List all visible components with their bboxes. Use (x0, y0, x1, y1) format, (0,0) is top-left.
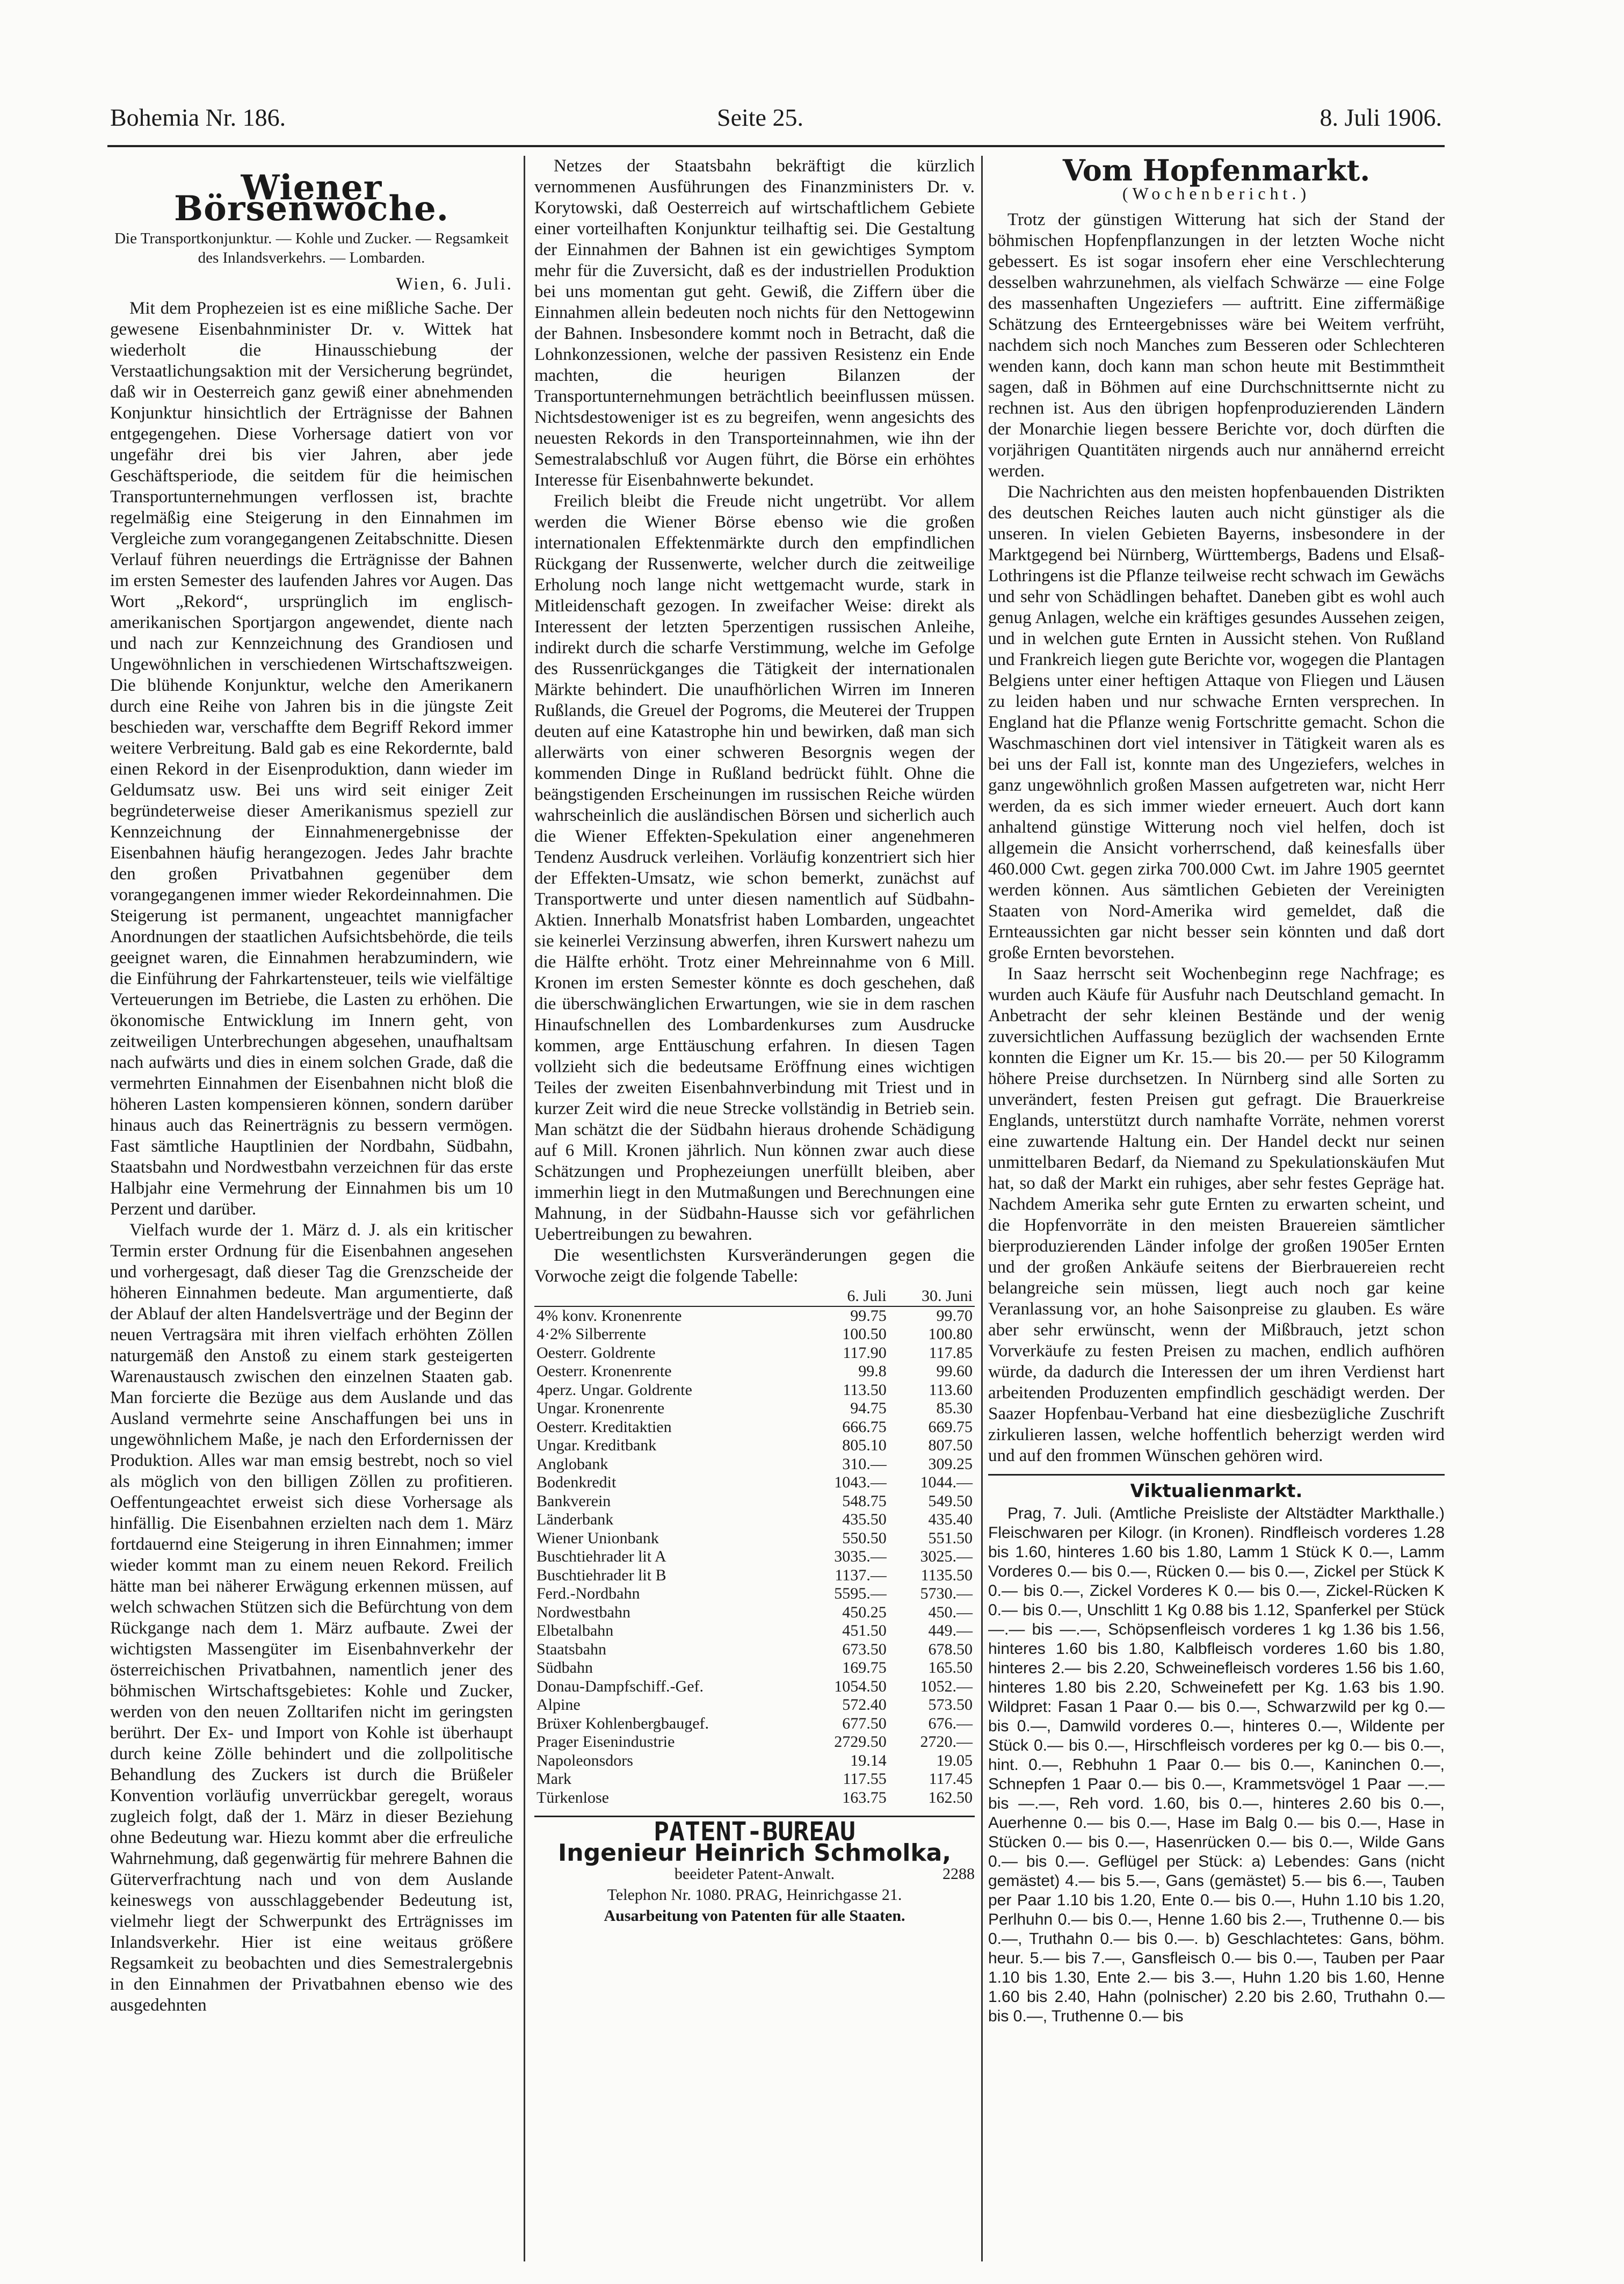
price-value: 1135.50 (920, 1566, 973, 1584)
price-value: 451.50 (842, 1622, 887, 1639)
price-value: 99.70 (936, 1306, 973, 1325)
article-paragraph: In Saaz herrscht seit Wochenbeginn rege Nachfrage; es wurden auch Käufe für Ausfuhr nach Deutschland gemacht. In Anbetracht der sehr kleinen Bestände und der wenig zuversichtlichen Auffassung bezüglich der wachsenden Ernte konnten die Eigner um Kr. 15.— bis 20.— per 50 Kilogramm höhere Preise durchsetzen. In Nürnberg sind alle Sorten zu unverändert, festen Preisen gut gefragt. Die Brauerkreise Englands, unterstützt durch namhafte Vorräte, nehmen vorerst eine zuwartende Haltung ein. Der Handel deckt nur seinen unmittelbaren Bedarf, da Niemand zu Spekulationskäufen Mut hat, so daß der Markt ein ruhiges, aber sehr festes Gepräge hat. Nachdem Amerika sehr gute Ernten zu erwarten scheint, und die Hopfenvorräte in den meisten Brauereien sämtlicher bierproduzierenden Länder infolge der großen 1905er Ernten und der großen Ankäufe seitens der Bierbrauereien recht belangreiche sein müssen, liegt auch noch gar keine Veranlassung vor, an hohe Saisonpreise zu glauben. Es wäre aber sehr erwünscht, wenn der Mißbrauch, jetzt schon Vorverkäufe zu festen Preisen zu machen, endlich aufhören würde, da dadurch die Interessen der um ihren Verdienst hart arbeitenden Produzenten empfindlich geschädigt werden. Der Saazer Hopfenbau-Verband hat eine diesbezügliche Zuschrift zirkulieren lassen, welche hoffentlich beherzigt werden wird und auf den frommen Wünschen gehören wird. (988, 964, 1445, 1465)
table-row (534, 1696, 975, 1715)
price-value: 1052.— (920, 1677, 973, 1695)
price-value: 310.— (842, 1455, 887, 1473)
price-value: 117.90 (843, 1343, 887, 1362)
price-value: 450.25 (842, 1603, 887, 1621)
price-value: 1054.50 (834, 1677, 887, 1695)
price-value: 99.75 (850, 1306, 887, 1325)
column-divider-2 (981, 156, 983, 2261)
price-value: 100.80 (928, 1325, 973, 1343)
price-value: 673.50 (842, 1640, 887, 1658)
table-row (534, 1306, 975, 1326)
security-name: Buschtiehrader lit B (536, 1566, 666, 1584)
ad-line: beeideter Patent-Anwalt. (674, 1865, 835, 1883)
price-value: 5730.— (920, 1585, 973, 1602)
price-value: 100.50 (842, 1325, 887, 1343)
price-value: 678.50 (928, 1640, 973, 1658)
security-name: Staatsbahn (536, 1640, 606, 1658)
price-value: 1044.— (920, 1473, 973, 1491)
table-row (534, 1492, 975, 1511)
price-value: 3035.— (834, 1548, 887, 1565)
table-row (534, 1325, 975, 1344)
ad-name: Ingenieur Heinrich Schmolka, (557, 1839, 952, 1867)
security-name: Alpine (536, 1696, 581, 1714)
section-subtitle: (Wochenbericht.) (1122, 184, 1311, 203)
section-rule (988, 1474, 1445, 1476)
price-value: 99.8 (858, 1362, 887, 1380)
article-paragraph: Die Nachrichten aus den meisten hopfenbauenden Distrikten des deutschen Reiches lauten auch nicht günstiger als die unseren. In vielen Gebieten Bayerns, insbesondere in der Marktgegend bei Nürnberg, Württembergs, Badens und Elsaß-Lothringens ist die Pflanze teilweise recht schwach im Gewächs und sehr von Schädlingen behaftet. Daneben gibt es wohl auch genug Anlagen, welche ein kräftiges gesundes Aussehen zeigen, und in welchen gute Ernten in Aussicht stehen. Von Rußland und Frankreich liegen gute Berichte vor, wogegen die Plantagen Belgiens unter einer heftigen Attaque von Fliegen und Läusen zu leiden haben und nur schwache Ernten versprechen. In England hat die Pflanze wenig Fortschritte gemacht. Schon die Waschmaschinen dort viel intensiver in Tätigkeit waren als es bei uns der Fall ist, konnte man des Ungeziefers, welches in ganz ungewöhnlich großen Massen aufgetreten war, nicht Herr werden, da es sich immer wieder erneuert. Auch dort kann anhaltend günstige Witterung noch viel helfen, doch ist allgemein die Ansicht vorherrschend, daß keinesfalls über 460.000 Cwt. gegen zirka 700.000 Cwt. im Jahre 1905 geerntet werden können. Aus sämtlichen Gebieten der Vereinigten Staaten von Nord-Amerika wird gemeldet, daß die Ernteaussichten gar nicht besser sein könnten und daß dort große Ernten bevorstehen. (988, 482, 1445, 963)
article-paragraph: Netzes der Staatsbahn bekräftigt die kürzlich vernommenen Ausführungen des Finanzministers Dr. v. Korytowski, daß Oesterreich auf wirtschaftlichem Gebiete einer vorteilhaften Konjunktur teilhaftig sei. Die Gestaltung der Einnahmen der Bahnen ist ein gewichtiges Symptom mehr für die Zuversicht, daß es der industriellen Produktion bei uns momentan gut geht. Gewiß, die Ziffern über die Einnahmen allein bedeuten noch nichts für den Nettogewinn der Bahnen. Insbesondere kommt noch in Betracht, daß die Lohnkonzessionen, welche der passiven Resistenz ein Ende machten, die heurigen Bilanzen der Transportunternehmungen beträchtlich beeinflussen müssen. Nichtsdestoweniger ist es zu begreifen, wenn angesichts des neuesten Rekords in den Transporteinnahmen, wie ihn der Semestralabschluß vor Augen führt, die Börse ein erhöhtes Interesse für Eisenbahnwerte bekundet. (534, 156, 975, 490)
security-name: Länderbank (536, 1510, 614, 1528)
security-name: Oesterr. Goldrente (536, 1343, 656, 1362)
security-name: Oesterr. Kronenrente (536, 1362, 672, 1380)
security-name: Mark (536, 1770, 571, 1788)
ad-tagline: Ausarbeitung von Patenten für alle Staaten. (604, 1907, 905, 1925)
table-row (534, 1622, 975, 1640)
column-divider-1 (524, 156, 525, 2261)
table-row (534, 1603, 975, 1622)
price-value: 677.50 (842, 1714, 887, 1732)
price-value: 99.60 (936, 1362, 973, 1380)
newspaper-issue: Bohemia Nr. 186. (110, 104, 286, 131)
price-value: 1137.— (835, 1566, 887, 1584)
table-row (534, 1566, 975, 1585)
article-paragraph: Trotz der günstigen Witterung hat sich der Stand der böhmischen Hopfenpflanzungen in der letzten Woche nicht gebessert. Es ist sogar insofern eher eine Verschlechterung desselben wahrzunehmen, als vielfach Schwärze — eine Folge des massenhaften Ungeziefers — auftritt. Eine ziffermäßige Schätzung des Ernteergebnisses wäre bei Weitem verfrüht, nachdem sich noch Manches zum Besseren oder Schlechteren wenden kann, doch kann man schon heute mit Bestimmtheit sagen, daß in Böhmen auf eine Durchschnittsernte nicht zu rechnen ist. Aus den übrigen hopfenproduzierenden Ländern der Monarchie liegen bessere Berichte vor, doch dürften die vorjährigen Quantitäten nirgends auch nur annähernd erreicht werden. (988, 210, 1445, 481)
price-value: 19.14 (850, 1751, 887, 1769)
price-value: 94.75 (850, 1399, 887, 1417)
page-header (110, 103, 1442, 141)
security-name: Türkenlose (536, 1788, 609, 1806)
security-name: 4% konv. Kronenrente (536, 1306, 682, 1325)
security-name: Nordwestbahn (536, 1603, 630, 1621)
table-row (534, 1752, 975, 1770)
table-row (534, 1770, 975, 1789)
table-row (534, 1510, 975, 1529)
table-row (534, 1733, 975, 1752)
table-header: 30. Juni (889, 1287, 975, 1306)
table-row (534, 1529, 975, 1548)
security-name: Buschtiehrader lit A (536, 1548, 666, 1565)
price-value: 3025.— (920, 1548, 973, 1565)
price-value: 163.75 (842, 1788, 887, 1806)
table-row (534, 1344, 975, 1363)
price-value: 550.50 (842, 1529, 887, 1547)
article-kicker: Die Transportkonjunktur. — Kohle und Zucker. — Regsamkeit des Inlandsverkehrs. — Lombarden. (114, 230, 509, 266)
market-title: Viktualienmarkt. (1130, 1480, 1303, 1502)
price-value: 572.40 (842, 1696, 887, 1714)
price-value: 2720.— (920, 1733, 973, 1751)
security-name: Elbetalbahn (536, 1622, 614, 1639)
security-name: Donau-Dampfschiff.-Gef. (536, 1677, 704, 1695)
price-value: 113.50 (843, 1380, 887, 1399)
price-value: 435.50 (842, 1510, 887, 1528)
security-name: Oesterr. Kreditaktien (536, 1418, 672, 1436)
price-value: 807.50 (928, 1436, 973, 1454)
security-name: Ferd.-Nordbahn (536, 1585, 640, 1602)
price-value: 666.75 (842, 1418, 887, 1436)
security-name: Anglobank (536, 1455, 608, 1473)
price-value: 548.75 (842, 1492, 887, 1510)
table-row (534, 1473, 975, 1492)
page-number: Seite 25. (717, 104, 803, 131)
price-value: 85.30 (936, 1399, 973, 1417)
price-value: 117.45 (929, 1770, 973, 1788)
price-value: 169.75 (842, 1659, 887, 1676)
security-name: Bankverein (536, 1492, 611, 1510)
table-row (534, 1678, 975, 1696)
table-row (534, 1789, 975, 1808)
column-1 (110, 156, 513, 2016)
table-row (534, 1715, 975, 1733)
article-paragraph: Vielfach wurde der 1. März d. J. als ein kritischer Termin erster Ordnung für die Eisenbahnen angesehen und vorhergesagt, daß dieser Tag die Grenzscheide der höheren Einnahmen bedeute. Man argumentierte, daß der Ablauf der alten Handelsverträge und der Beginn der neuen Vertragsära mit ihren vielfach erhöhten Zöllen naturgemäß den Anstoß zu einem stark gesteigerten Warenaustausch zwischen den einzelnen Staaten gab. Man forcierte die Bezüge aus dem Auslande und das Ausland vermehrte seine Anschaffungen bei uns in ungewöhnlichem Maße, je nach den Erfordernissen der Produktion. Alles war man emsig bestrebt, noch so viel als möglich von den billigen Zöllen zu profitieren. Oeffentungeachtet erweist sich diese Vorhersage als hinfällig. Die Eisenbahnen erzielten nach dem 1. März fortdauernd eine Steigerung in ihren Einnahmen; immer wieder kommt man zu einem neuen Rekord. Freilich hätte man bei näherer Erwägung erkennen müssen, auf welch schwachen Stützen sich die Befürchtung von dem Rückgange nach dem 1. März aufbaute. Zwei der wichtigsten Massengüter im Eisenbahnverkehr der österreichischen Privatbahnen, namentlich jener des böhmischen Wirtschaftsgebietes: Kohle und Zucker, werden von den neuen Zolltarifen nicht im geringsten berührt. Der Ex- und Import von Kohle ist überhaupt durch keine Zölle behindert und die zollpolitische Behandlung des Zuckers ist durch die Brüßeler Konvention vorläufig unverrückbar geregelt, woraus zugleich folgt, daß der 1. März in dieser Beziehung ohne Bedeutung war. Hiezu kommt aber die erfreuliche Wahrnehmung, daß gegenwärtig für mehrere Bahnen die Güterverfrachtung nach und von dem Auslande keineswegs von ausschlaggebender Bedeutung ist, vielmehr liegt der Schwerpunkt des Erträgnisses im Inlandsverkehr. Hier ist eine weitaus größere Regsamkeit zu beobachten und dies Semestralergebnis in den Einnahmen der Privatbahnen ebenso wie des ausgedehnten (110, 1220, 513, 2015)
table-row (534, 1399, 975, 1418)
price-value: 309.25 (928, 1455, 973, 1473)
ad-number: 2288 (943, 1865, 975, 1883)
price-value: 117.85 (929, 1343, 973, 1362)
column-3 (988, 153, 1445, 2026)
security-name: Prager Eisenindustrie (536, 1733, 675, 1751)
price-value: 162.50 (928, 1788, 973, 1806)
security-name: 4perz. Ungar. Goldrente (536, 1380, 692, 1399)
market-report: Prag, 7. Juli. (Amtliche Preisliste der Altstädter Markthalle.) Fleischwaren per Kilogr. (in Kronen). Rindfleisch vorderes 1.28 bis 1.60, hinteres 1.60 bis 1.80, Lamm 1 Stück K 0.—, Lamm Vorderes 0.— bis 0.—, Rücken 0.— bis 0.—, Zickel per Stück K 0.— bis 0.—, Zickel Vorderes K 0.— bis 0.—, Zickel-Rücken K 0.— bis 0.—, Unschlitt 1 Kg 0.88 bis 1.12, Spanferkel per Stück —.— bis —.—, Schöpsenfleisch vorderes 1 kg 1.36 bis 1.56, hinteres 1.60 bis 1.80, Kalbfleisch vorderes 1.60 bis 1.80, hinteres 2.— bis 2.20, Schweinefleisch vorderes 1.56 bis 1.60, hinteres 1.80 bis 2.20, Schweinefett per Kg. 1.63 bis 1.90. Wildpret: Fasan 1 Paar 0.— bis 0.—, Schwarzwild per kg 0.— bis 0.—, Damwild vorderes 0.—, hinteres 0.—, Wildente per Stück 0.— bis 0.—, Hirschfleisch vorderes per kg 0.— bis 0.—, hint. 0.—, Rebhuhn 1 Paar 0.— bis 0.—, Kaninchen 0.—, Schnepfen 1 Paar 0.— bis 0.—, Krammetsvögel 1 Paar —.— bis —.—, Reh vord. 1.60, bis 0.—, hinteres 2.60 bis 0.—, Auerhenne 0.— bis 0.—, Hase im Balg 0.— bis 0.—, Hase in Stücken 0.— bis 0.—, Hasenrücken 0.— bis 0.—, Wilde Gans 0.— bis 0.—. Geflügel per Stück: a) Lebendes: Gans (nicht gemästet) 4.— bis 5.—, Gans (gemästet) 5.— bis 6.—, Tauben per Paar 1.10 bis 1.20, Ente 0.— bis 0.—, Huhn 1.10 bis 1.20, Perlhuhn 0.— bis 0.—, Henne 1.60 bis 2.—, Truthenne 0.— bis 0.—, Truthahn 0.— bis 0.—. b) Geschlachtetes: Gans, böhm. heur. 5.— bis 7.—, Gansfleisch 0.— bis 0.—, Tauben per Paar 1.10 bis 1.30, Ente 2.— bis 3.—, Huhn 1.20 bis 1.60, Henne 1.60 bis 2.40, Hahn (polnischer) 2.20 bis 2.60, Truthahn 0.— bis 0.—, Truthenne 0.— bis (988, 1505, 1445, 2025)
price-value: 449.— (928, 1622, 973, 1639)
security-name: Napoleonsdors (536, 1751, 633, 1769)
price-value: 435.40 (928, 1510, 973, 1528)
table-row (534, 1640, 975, 1659)
header-rule (107, 145, 1445, 147)
price-value: 669.75 (928, 1418, 973, 1436)
price-value: 450.— (928, 1603, 973, 1621)
security-name: Südbahn (536, 1659, 593, 1676)
article-paragraph: Freilich bleibt die Freude nicht ungetrübt. Vor allem werden die Wiener Börse ebenso wie die großen internationalen Effektenmärkte durch den empfindlichen Rückgang der Russenwerte, welcher durch die zeitweilige Erholung noch lange nicht wettgemacht wurde, stark in Mitleidenschaft gezogen. In zweifacher Weise: direkt als Interessent der letzten 5perzentigen russischen Anleihe, indirekt durch die scharfe Verstimmung, welche im Gefolge des Russenrückganges die Tätigkeit der internationalen Märkte behindert. Die unaufhörlichen Wirren im Inneren Rußlands, die Greuel der Pogroms, die Meuterei der Truppen deuten auf eine Katastrophe hin und bewirken, daß man sich allerwärts von einer schweren Besorgnis wegen der kommenden Dinge in Rußland bedrückt fühlt. Ohne die beängstigenden Erscheinungen im russischen Reiche würden wahrscheinlich die ausländischen Börsen und sicherlich auch die Wiener Effekten-Spekulation einer angenehmeren Tendenz Ausdruck verleihen. Vorläufig konzentriert sich hier der Effekten-Umsatz, wie schon bemerkt, zunächst auf Transportwerte und unter diesen namentlich auf Südbahn-Aktien. Innerhalb Monatsfrist haben Lombarden, ungeachtet sie keinerlei Verzinsung abwerfen, ihren Kurswert nahezu um die Hälfte erhöht. Trotz einer Mehreinnahme von 6 Mill. Kronen im ersten Semester könnte es doch geschehen, daß die überschwänglichen Erwartungen, wie sie in dem raschen Hinaufschnellen des Lombardenkurses zum Ausdrucke kommen, arge Enttäuschung erfahren. In diesen Tagen vollzieht sich die bedeutsame Eröffnung eines wichtigen Teiles der zweiten Eisenbahnverbindung mit Triest und in kurzer Zeit wird die neue Strecke vollständig in Betrieb sein. Man schätzt die der Südbahn hieraus drohende Schädigung auf 6 Mill. Kronen jährlich. Nun können zwar auch diese Schätzungen und Prophezeiungen unerfüllt bleiben, aber immerhin liegt in den Mutmaßungen und Berechnungen eine Mahnung, in der Südbahn-Hausse sich vor gefährlichen Uebertreibungen zu bewahren. (534, 492, 975, 1244)
security-name: Ungar. Kronenrente (536, 1399, 665, 1417)
price-value: 19.05 (936, 1751, 973, 1769)
price-table (534, 1287, 975, 1807)
security-name: Bodenkredit (536, 1473, 617, 1491)
price-value: 117.55 (843, 1770, 887, 1788)
price-value: 551.50 (928, 1529, 973, 1547)
article-paragraph: Die wesentlichsten Kursveränderungen gegen die Vorwoche zeigt die folgende Tabelle: (534, 1246, 975, 1286)
price-value: 113.60 (929, 1380, 973, 1399)
security-name: 4·2% Silberrente (536, 1325, 647, 1343)
price-value: 165.50 (928, 1659, 973, 1676)
article-paragraph: Mit dem Prophezeien ist es eine mißliche Sache. Der gewesene Eisenbahnminister Dr. v. Wittek hat wiederholt die Hinausschiebung der Verstaatlichungsaktion mit der Versicherung begründet, daß wir in Oesterreich ganz gewiß einer abnehmenden Konjunktur hinsichtlich der Erträgnisse der Bahnen entgegengehen. Diese Vorhersage datiert von vor ungefähr drei bis vier Jahren, aber jede Geschäftsperiode, die seitdem für die heimischen Transportunternehmungen verflossen ist, brachte regelmäßig eine Steigerung in den Einnahmen im Vergleiche zum vorangegangenen Zeitabschnitte. Diesen Verlauf führen neuerdings die Erträgnisse der Bahnen im ersten Semester des laufenden Jahres vor Augen. Das Wort „Rekord“, ursprünglich im englisch-amerikanischen Sportjargon angewendet, diente nach und nach zur Kennzeichnung des Grandiosen und Ungewöhnlichen in verschiedenen Wirtschaftszweigen. Die blühende Konjunktur, welche den Amerikanern durch eine Reihe von Jahren bis in die jüngste Zeit beschieden war, verschaffte dem Begriff Rekord immer weitere Verbreitung. Bald gab es eine Rekordernte, bald einen Rekord in der Eisenproduktion, dann wieder im Geldumsatz usw. Bei uns wird seit einiger Zeit begründeterweise dieser Amerikanismus speziell zur Kennzeichnung der Einnahmenergebnisse der Eisenbahnen häufig herangezogen. Jedes Jahr brachte den großen Privatbahnen gegenüber dem vorangegangenen immer wieder Rekordeinnahmen. Die Steigerung ist permanent, ungeachtet mannigfacher Anordnungen der staatlichen Aufsichtsbehörde, die teils geeignet waren, die Einnahmen herabzumindern, wie die Einführung der Fahrkartensteuer, teils wie vielfältige Verteuerungen im Betriebe, die Lasten zu erhöhen. Die ökonomische Entwicklung im Innern geht, von zeitweiligen Unterbrechungen abgesehen, unaufhaltsam nach aufwärts und dies in einem solchen Grade, daß die vermehrten Einnahmen der Eisenbahnen nicht bloß die höheren Lasten kompensieren können, sondern darüber hinaus auch das Reinerträgnis zu bessern vermögen. Fast sämtliche Hauptlinien der Nordbahn, Südbahn, Staatsbahn und Nordwestbahn verzeichnen für das erste Halbjahr eine Vermehrung der Einnahmen bis um 10 Perzent und darüber. (110, 299, 513, 1219)
article-dateline: Wien, 6. Juli. (396, 274, 513, 294)
table-row (534, 1436, 975, 1455)
price-value: 549.50 (928, 1492, 973, 1510)
security-name: Ungar. Kreditbank (536, 1436, 657, 1454)
table-header: 6. Juli (803, 1287, 889, 1306)
ad-title: PATENT-BUREAU (654, 1817, 856, 1847)
table-header (534, 1287, 803, 1306)
table-row (534, 1362, 975, 1381)
ad-address: Telephon Nr. 1080. PRAG, Heinrichgasse 21. (607, 1886, 902, 1904)
patent-advertisement (534, 1816, 975, 1926)
table-row (534, 1381, 975, 1400)
security-name: Brüxer Kohlenbergbaugef. (536, 1714, 709, 1732)
table-row (534, 1418, 975, 1437)
price-value: 1043.— (834, 1473, 887, 1491)
price-value: 5595.— (834, 1585, 887, 1602)
price-value: 805.10 (842, 1436, 887, 1454)
article-title: Wiener Börsenwoche. (173, 168, 450, 229)
price-value: 2729.50 (834, 1733, 887, 1751)
table-row (534, 1548, 975, 1566)
table-row (534, 1455, 975, 1474)
price-value: 573.50 (928, 1696, 973, 1714)
section-title: Vom Hopfenmarkt. (1062, 153, 1371, 187)
table-row (534, 1585, 975, 1603)
table-row (534, 1659, 975, 1678)
security-name: Wiener Unionbank (536, 1529, 659, 1547)
column-2 (534, 156, 975, 1926)
price-value: 676.— (928, 1714, 973, 1732)
issue-date: 8. Juli 1906. (1320, 104, 1442, 131)
